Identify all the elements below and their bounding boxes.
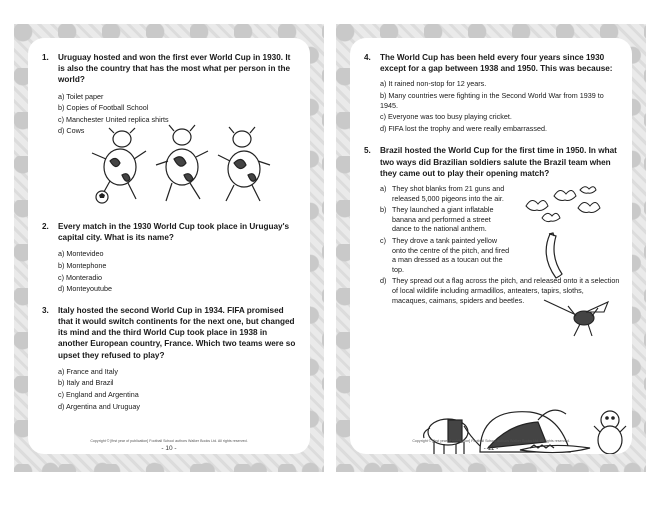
question-4-options	[380, 79, 618, 133]
option-d: d) Monteyoutube	[58, 284, 112, 294]
question-text: Uruguay hosted and won the first ever World Cup in 1930. It is also the country that has the most what per person in the world?	[58, 53, 291, 85]
question-number: 4.	[364, 53, 371, 62]
option-a: a) It rained non-stop for 12 years.	[380, 79, 487, 89]
page-number: - 11 -	[483, 445, 499, 452]
cow-icon	[218, 127, 270, 201]
question-number: 3.	[42, 305, 49, 315]
question-text: The World Cup has been held every four years since 1930 except for a gap between 1938 and 1950. This was because:	[380, 53, 613, 74]
option-b: b) Italy and Brazil	[58, 378, 114, 388]
question-number: 2.	[42, 221, 49, 231]
question-4	[364, 52, 618, 74]
football-cows-illustration	[82, 115, 282, 219]
toucan-illustration	[540, 294, 610, 338]
option-d: d) Argentina and Uruguay	[58, 401, 140, 411]
option-c: c) England and Argentina	[58, 389, 139, 399]
question-2	[42, 221, 296, 243]
left-page-footer	[28, 439, 310, 452]
cow-icon	[92, 128, 146, 199]
question-text: Italy hosted the second World Cup in 1934. FIFA promised that it would switch continents for the next one, but changed its mind and the third World Cup took place in 1938 in another European country, France. Which two teams were so upset they refused to play?	[58, 305, 296, 360]
banana-icon	[540, 232, 570, 280]
question-1	[42, 52, 296, 86]
question-2-options	[58, 248, 296, 294]
left-page-card	[28, 38, 310, 454]
left-page	[14, 24, 324, 472]
option-d: d) They spread out a flag across the pitch, and released onto it a selection of local wildlife including armadillos, anteaters, tapirs, sloths, macaques, caimans, spiders and beetles.	[380, 276, 620, 305]
option-c: c) Everyone was too busy playing cricket.	[380, 112, 512, 122]
page-number: - 10 -	[161, 445, 177, 452]
option-a: a) France and Italy	[58, 366, 118, 376]
option-b: b) Copies of Football School	[58, 103, 149, 113]
option-b: b) Many countries were fighting in the Second World War from 1939 to 1945.	[380, 91, 604, 110]
option-d: d) FIFA lost the trophy and were really embarrassed.	[380, 123, 547, 133]
option-b: b) They launched a giant inflatable banana and performed a street dance to the national anthem.	[380, 205, 494, 234]
option-c: c) They drove a tank painted yellow onto the centre of the pitch, and fired a man dressed as a toucan out the top.	[380, 235, 510, 274]
cow-icon	[156, 125, 208, 201]
question-3	[42, 305, 296, 361]
option-a: a) Montevideo	[58, 249, 104, 259]
option-c: c) Manchester United replica shirts	[58, 114, 169, 124]
toucan-icon	[544, 300, 608, 336]
pigeons-illustration	[520, 184, 604, 224]
question-number: 1.	[42, 53, 49, 62]
option-d: d) Cows	[58, 126, 85, 136]
question-3-options	[58, 366, 296, 412]
right-page	[336, 24, 646, 472]
option-b: b) Montephone	[58, 260, 107, 270]
question-5-options	[380, 184, 618, 305]
question-text: Brazil hosted the World Cup for the first time in 1950. In what two ways did Brazilian soldiers salute the Brazil team when they came out to play their opening match?	[380, 146, 617, 178]
right-page-footer	[350, 439, 632, 452]
question-text: Every match in the 1930 World Cup took place in Uruguay's capital city. What is its name?	[58, 221, 290, 243]
copyright-line: Copyright © [first year of publication] Football School authors Walker Books Ltd. All rights reserved.	[412, 439, 570, 443]
copyright-line: Copyright © [first year of publication] Football School authors Walker Books Ltd. All rights reserved.	[90, 439, 248, 443]
option-a: a) They shot blanks from 21 guns and released 5,000 pigeons into the air.	[380, 183, 505, 203]
question-5	[364, 145, 618, 179]
pigeon-icon	[526, 187, 600, 222]
question-number: 5.	[364, 146, 371, 156]
option-a: a) Toilet paper	[58, 91, 104, 101]
right-page-card	[350, 38, 632, 454]
cows-illustration-area	[42, 137, 296, 221]
option-c: c) Monteradio	[58, 272, 102, 282]
